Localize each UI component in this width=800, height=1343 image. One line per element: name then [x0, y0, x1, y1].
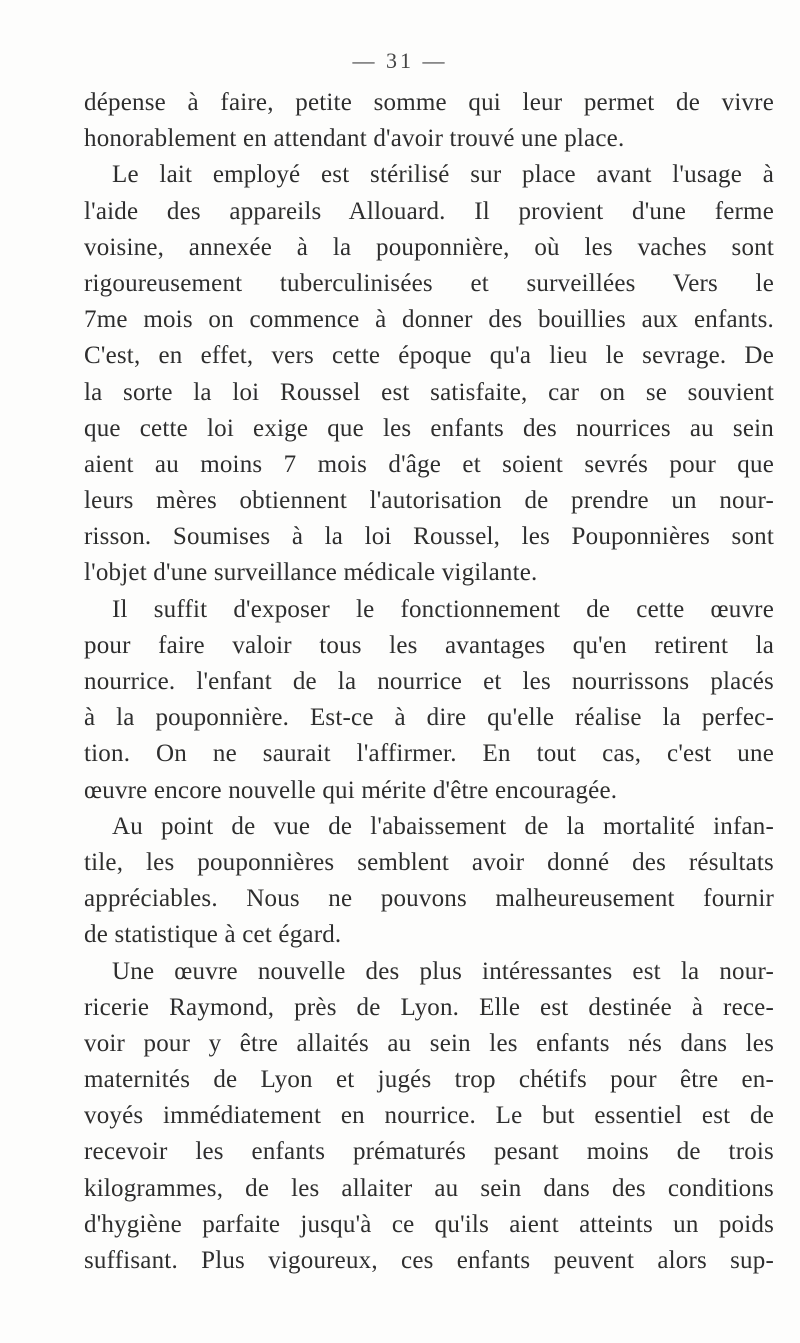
text-line: kilogrammes, de les allaiter au sein dans des conditions: [84, 1174, 774, 1202]
text-line: œuvre encore nouvelle qui mérite d'être encouragée.: [84, 776, 618, 804]
text-line: C'est, en effet, vers cette époque qu'a lieu le sevrage. De: [84, 342, 774, 370]
text-line: nourrice. l'enfant de la nourrice et les nourrissons placés: [84, 668, 774, 695]
text-line: recevoir les enfants prématurés pesant moins de trois: [84, 1138, 774, 1166]
text-line: voisine, annexée à la pouponnière, où les vaches sont: [84, 233, 774, 261]
text-line: leurs mères obtiennent l'autorisation de prendre un nour-: [84, 487, 774, 515]
text-line: appréciables. Nous ne pouvons malheureusement fournir: [84, 885, 774, 913]
text-line: à la pouponnière. Est-ce à dire qu'elle réalise la perfec-: [84, 704, 774, 732]
text-line: rigoureusement tuberculinisées et surveillées Vers le: [84, 269, 774, 297]
text-line: de statistique à cet égard.: [84, 921, 342, 949]
text-line: risson. Soumises à la loi Roussel, les Pouponnières sont: [84, 523, 774, 551]
text-line: Le lait employé est stérilisé sur place avant l'usage à: [112, 161, 774, 189]
text-line: tion. On ne saurait l'affirmer. En tout cas, c'est une: [84, 740, 774, 768]
text-line: l'objet d'une surveillance médicale vigilante.: [84, 559, 538, 587]
page-number: — 31 —: [352, 48, 448, 73]
body-text: [84, 85, 774, 1279]
text-line: d'hygiène parfaite jusqu'à ce qu'ils aient atteints un poids: [84, 1210, 774, 1238]
text-line: 7me mois on commence à donner des bouillies aux enfants.: [84, 306, 774, 334]
text-line: voir pour y être allaités au sein les enfants nés dans les: [84, 1029, 774, 1057]
text-line: maternités de Lyon et jugés trop chétifs pour être en-: [84, 1066, 774, 1094]
text-line: Une œuvre nouvelle des plus intéressantes est la nour-: [112, 957, 774, 985]
text-line: honorablement en attendant d'avoir trouvé une place.: [84, 125, 625, 153]
text-line: que cette loi exige que les enfants des nourrices au sein: [84, 414, 774, 442]
text-line: aient au moins 7 mois d'âge et soient sevrés pour que: [84, 450, 774, 478]
text-line: dépense à faire, petite somme qui leur permet de vivre: [84, 89, 774, 116]
text-line: suffisant. Plus vigoureux, ces enfants peuvent alors sup-: [84, 1247, 774, 1274]
text-line: voyés immédiatement en nourrice. Le but essentiel est de: [84, 1102, 774, 1130]
text-line: Il suffit d'exposer le fonctionnement de cette œuvre: [112, 595, 774, 623]
text-line: la sorte la loi Roussel est satisfaite, car on se souvient: [84, 378, 774, 406]
text-line: ricerie Raymond, près de Lyon. Elle est destinée à rece-: [84, 993, 774, 1021]
text-line: Au point de vue de l'abaissement de la mortalité infan-: [112, 812, 774, 840]
text-line: pour faire valoir tous les avantages qu'en retirent la: [84, 631, 774, 659]
text-line: l'aide des appareils Allouard. Il provient d'une ferme: [84, 197, 774, 225]
text-line: tile, les pouponnières semblent avoir donné des résultats: [84, 848, 774, 876]
